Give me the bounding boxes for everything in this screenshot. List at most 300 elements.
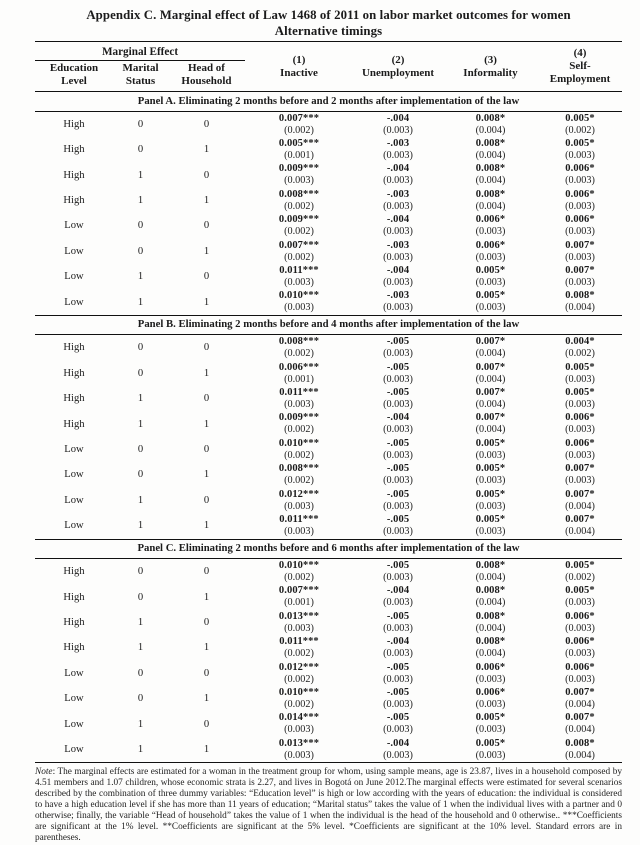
inactive-cell: [245, 264, 353, 289]
standard-error: (0.003): [565, 149, 595, 161]
panel-b-title: Panel B. Eliminating 2 months before and 4 months after implementation of the law: [35, 315, 622, 335]
coefficient-value: 0.007*: [565, 239, 595, 251]
unemployment-cell: [353, 610, 443, 635]
self-employment-cell: [538, 361, 622, 386]
self-employment-cell: [538, 513, 622, 539]
self-employment-cell: [538, 711, 622, 736]
standard-error: (0.003): [565, 251, 595, 263]
coefficient-value: 0.008*: [475, 560, 506, 571]
informality-cell: [443, 737, 538, 763]
standard-error: (0.002): [284, 251, 314, 263]
unemployment-cell: [353, 361, 443, 386]
coefficient-value: -.005: [386, 437, 410, 449]
table-row: [35, 213, 622, 238]
head-of-household-cell: 0: [203, 220, 210, 232]
standard-error: (0.004): [565, 500, 595, 512]
informality-cell: [443, 488, 538, 513]
table-title: [35, 7, 622, 39]
self-employment-cell: [538, 289, 622, 315]
standard-error: (0.003): [475, 276, 506, 288]
coefficient-value: -.003: [386, 137, 410, 149]
marital-status-cell: 0: [137, 342, 144, 354]
table-row: [35, 386, 622, 411]
standard-error: (0.003): [565, 648, 595, 660]
head-of-household-cell: 1: [203, 520, 210, 532]
coefficient-value: 0.007*: [475, 336, 506, 348]
column-number: (4): [573, 47, 587, 59]
standard-error: (0.003): [383, 699, 413, 711]
education-level-cell: Low: [64, 220, 84, 232]
head-of-household-cell: 1: [203, 367, 210, 379]
self-employment-cell: [538, 188, 622, 213]
inactive-cell: [245, 686, 353, 711]
standard-error: (0.003): [284, 500, 314, 512]
standard-error: (0.003): [475, 500, 506, 512]
standard-error: (0.004): [565, 724, 595, 736]
standard-error: (0.003): [475, 449, 506, 461]
coefficient-value: 0.009***: [278, 412, 320, 424]
standard-error: (0.004): [475, 648, 506, 660]
marital-status-cell: 0: [137, 469, 144, 481]
self-employment-cell: [538, 386, 622, 411]
marital-status-cell: 1: [137, 494, 144, 506]
marital-status-cell: 0: [137, 245, 144, 257]
coefficient-value: 0.013***: [278, 610, 320, 622]
standard-error: (0.003): [383, 373, 413, 385]
standard-error: (0.003): [383, 749, 413, 761]
standard-error: (0.003): [383, 500, 413, 512]
standard-error: (0.003): [383, 175, 413, 187]
unemployment-cell: [353, 737, 443, 763]
standard-error: (0.002): [284, 424, 314, 436]
coefficient-value: 0.005*: [565, 112, 595, 124]
table-header: [35, 42, 622, 92]
column-number: (3): [484, 53, 497, 66]
coefficient-value: 0.007*: [565, 488, 595, 500]
column-header-education-level: Education Level: [49, 62, 99, 87]
standard-error: (0.003): [383, 449, 413, 461]
education-level-cell: Low: [64, 667, 84, 679]
panel-c-rows: [35, 559, 622, 763]
standard-error: (0.003): [383, 622, 413, 634]
informality-cell: [443, 289, 538, 315]
table-row: [35, 264, 622, 289]
column-label: Informality: [463, 66, 518, 79]
unemployment-cell: [353, 335, 443, 361]
coefficient-value: 0.010***: [278, 560, 320, 571]
education-level-cell: Low: [64, 245, 84, 257]
table-row: [35, 711, 622, 736]
coefficient-value: 0.010***: [278, 687, 320, 699]
informality-cell: [443, 635, 538, 660]
coefficient-value: -.005: [386, 488, 410, 500]
standard-error: (0.003): [565, 597, 595, 609]
education-level-cell: High: [63, 194, 85, 206]
marital-status-cell: 1: [137, 393, 144, 405]
column-label: Inactive: [280, 66, 318, 79]
marital-status-cell: 0: [137, 591, 144, 603]
marital-status-cell: 1: [137, 169, 144, 181]
coefficient-value: 0.008***: [278, 463, 320, 475]
table-row: [35, 513, 622, 539]
coefficient-value: 0.005*: [475, 264, 506, 276]
standard-error: (0.003): [284, 302, 314, 314]
informality-cell: [443, 610, 538, 635]
education-level-cell: High: [63, 118, 85, 130]
standard-error: (0.003): [383, 200, 413, 212]
unemployment-cell: [353, 437, 443, 462]
coefficient-value: -.003: [386, 290, 410, 302]
marital-status-cell: 0: [137, 220, 144, 232]
table-row: [35, 188, 622, 213]
coefficient-value: -.005: [386, 687, 410, 699]
self-employment-cell: [538, 635, 622, 660]
coefficient-value: 0.006*: [475, 687, 506, 699]
panel-a-band: [35, 92, 622, 112]
marital-status-cell: 0: [137, 667, 144, 679]
coefficient-value: 0.006*: [565, 163, 595, 175]
note-text: : The marginal effects are estimated for a woman in the treatment group for whom, using sample means, age is 23.87, lives in a household composed by 4.51 members and 1.07 children, whose economic strata is 2.27, and lives in Bogotá on June 2012.The marginal effects were estimated for several scenarios described by the combination of three dummy variables: “Education level” is high or low according with the years of education: the individual is considered to have a high education level if she has more than 11 years of education; “Marital status” takes the value of 1 when the individual lives with a partner and 0 otherwise; finally, the variable “Head of household” takes the value of 1 when the individual is the head of the household and 0 otherwise.. ***Coefficients are significant at the 1% level. **Coefficients are significant at the 5% level. *Coefficients are significant at the 10% level. Standard errors are in parentheses.: [35, 767, 622, 843]
coefficient-value: 0.008*: [565, 290, 595, 302]
coefficient-value: 0.008***: [278, 188, 320, 200]
informality-cell: [443, 661, 538, 686]
education-level-cell: High: [63, 342, 85, 354]
self-employment-cell: [538, 162, 622, 187]
standard-error: (0.004): [565, 526, 595, 538]
standard-error: (0.002): [284, 475, 314, 487]
standard-error: (0.003): [475, 302, 506, 314]
head-of-household-cell: 1: [203, 744, 210, 756]
panel-b-band: [35, 315, 622, 335]
self-employment-cell: [538, 264, 622, 289]
coefficient-value: 0.007*: [565, 264, 595, 276]
table-row: [35, 111, 622, 137]
head-of-household-cell: 0: [203, 667, 210, 679]
coefficient-value: 0.011***: [279, 514, 319, 526]
standard-error: (0.003): [565, 175, 595, 187]
standard-error: (0.004): [475, 348, 506, 360]
self-employment-cell: [538, 213, 622, 238]
education-level-cell: High: [63, 566, 85, 578]
standard-error: (0.003): [383, 276, 413, 288]
column-number: (1): [292, 53, 306, 66]
coefficient-value: 0.007***: [278, 112, 320, 124]
table-row: [35, 335, 622, 361]
education-level-cell: High: [63, 617, 85, 629]
coefficient-value: -.004: [386, 214, 410, 226]
marital-status-cell: 1: [137, 418, 144, 430]
inactive-cell: [245, 289, 353, 315]
inactive-cell: [245, 711, 353, 736]
inactive-cell: [245, 737, 353, 763]
coefficient-value: 0.005*: [565, 387, 595, 399]
table-row: [35, 610, 622, 635]
unemployment-cell: [353, 635, 443, 660]
head-of-household-cell: 0: [203, 342, 210, 354]
education-level-cell: High: [63, 144, 85, 156]
coefficient-value: 0.007*: [565, 712, 595, 724]
inactive-cell: [245, 239, 353, 264]
marital-status-cell: 1: [137, 718, 144, 730]
informality-cell: [443, 361, 538, 386]
coefficient-value: 0.011***: [279, 387, 319, 399]
head-of-household-cell: 1: [203, 418, 210, 430]
coefficient-value: 0.008*: [475, 585, 506, 597]
standard-error: (0.003): [383, 399, 413, 411]
table-row: [35, 411, 622, 436]
marital-status-cell: 1: [137, 296, 144, 308]
standard-error: (0.003): [565, 424, 595, 436]
table-title-line2: Alternative timings: [274, 24, 383, 38]
coefficient-value: -.005: [386, 463, 410, 475]
standard-error: (0.003): [565, 399, 595, 411]
coefficient-value: 0.006*: [565, 636, 595, 648]
standard-error: (0.003): [284, 175, 314, 187]
column-header-marital-status: Marital Status: [122, 62, 159, 87]
education-level-cell: Low: [64, 718, 84, 730]
standard-error: (0.002): [284, 226, 314, 238]
standard-error: (0.002): [284, 673, 314, 685]
coefficient-value: -.005: [386, 712, 410, 724]
column-label: Self-Employment: [549, 60, 611, 85]
head-of-household-cell: 1: [203, 469, 210, 481]
education-level-cell: Low: [64, 520, 84, 532]
coefficient-value: 0.006*: [565, 412, 595, 424]
standard-error: (0.003): [475, 673, 506, 685]
coefficient-value: 0.005***: [278, 137, 320, 149]
standard-error: (0.003): [284, 526, 314, 538]
coefficient-value: -.005: [386, 560, 410, 571]
coefficient-value: 0.011***: [279, 636, 319, 648]
coefficient-value: 0.007*: [565, 687, 595, 699]
standard-error: (0.003): [565, 449, 595, 461]
coefficient-value: 0.005*: [475, 463, 506, 475]
coefficient-value: 0.007***: [278, 585, 320, 597]
marginal-effect-header: Marginal Effect: [35, 42, 245, 61]
marital-status-cell: 0: [137, 367, 144, 379]
standard-error: (0.002): [284, 124, 314, 136]
education-level-cell: Low: [64, 296, 84, 308]
informality-cell: [443, 411, 538, 436]
standard-error: (0.003): [383, 572, 413, 583]
informality-cell: [443, 213, 538, 238]
coefficient-value: 0.014***: [278, 712, 320, 724]
standard-error: (0.003): [383, 597, 413, 609]
coefficient-value: 0.007*: [565, 463, 595, 475]
informality-cell: [443, 162, 538, 187]
table-row: [35, 437, 622, 462]
informality-cell: [443, 711, 538, 736]
unemployment-cell: [353, 162, 443, 187]
table-row: [35, 488, 622, 513]
standard-error: (0.004): [475, 175, 506, 187]
coefficient-value: 0.005*: [565, 585, 595, 597]
inactive-cell: [245, 411, 353, 436]
marital-status-cell: 1: [137, 642, 144, 654]
education-level-cell: Low: [64, 271, 84, 283]
coefficient-value: 0.008*: [565, 737, 595, 749]
self-employment-cell: [538, 584, 622, 609]
coefficient-value: 0.006*: [565, 610, 595, 622]
coefficient-value: 0.007***: [278, 239, 320, 251]
unemployment-cell: [353, 661, 443, 686]
inactive-cell: [245, 488, 353, 513]
head-of-household-cell: 1: [203, 591, 210, 603]
standard-error: (0.003): [475, 724, 506, 736]
coefficient-value: -.004: [386, 112, 410, 124]
coefficient-value: 0.007*: [475, 361, 506, 373]
standard-error: (0.003): [383, 648, 413, 660]
marital-status-cell: 0: [137, 144, 144, 156]
head-of-household-cell: 0: [203, 271, 210, 283]
informality-cell: [443, 239, 538, 264]
head-of-household-cell: 0: [203, 718, 210, 730]
education-level-cell: Low: [64, 444, 84, 456]
coefficient-value: -.004: [386, 636, 410, 648]
column-label: Unemployment: [361, 66, 435, 79]
coefficient-value: -.005: [386, 361, 410, 373]
standard-error: (0.001): [284, 373, 314, 385]
coefficient-value: 0.008*: [475, 636, 506, 648]
standard-error: (0.003): [565, 622, 595, 634]
inactive-cell: [245, 137, 353, 162]
standard-error: (0.003): [383, 348, 413, 360]
coefficient-value: 0.008*: [475, 112, 506, 124]
table-row: [35, 289, 622, 315]
standard-error: (0.004): [565, 302, 595, 314]
coefficient-value: 0.006*: [565, 661, 595, 673]
coefficient-value: 0.004*: [565, 336, 595, 348]
standard-error: (0.002): [284, 572, 314, 583]
coefficient-value: 0.010***: [278, 290, 320, 302]
coefficient-value: 0.006*: [475, 661, 506, 673]
inactive-cell: [245, 661, 353, 686]
column-header-inactive: [245, 42, 353, 92]
unemployment-cell: [353, 488, 443, 513]
self-employment-cell: [538, 137, 622, 162]
standard-error: (0.003): [475, 749, 506, 761]
standard-error: (0.003): [383, 302, 413, 314]
coefficient-value: 0.005*: [475, 712, 506, 724]
coefficient-value: 0.012***: [278, 661, 320, 673]
table-row: [35, 162, 622, 187]
inactive-cell: [245, 386, 353, 411]
table-row: [35, 559, 622, 585]
informality-cell: [443, 437, 538, 462]
head-of-household-cell: 1: [203, 194, 210, 206]
marital-status-cell: 1: [137, 520, 144, 532]
standard-error: (0.003): [383, 226, 413, 238]
standard-error: (0.003): [565, 475, 595, 487]
coefficient-value: 0.008*: [475, 188, 506, 200]
column-number: (2): [391, 53, 405, 66]
standard-error: (0.003): [565, 200, 595, 212]
standard-error: (0.003): [284, 276, 314, 288]
standard-error: (0.003): [284, 724, 314, 736]
table-note: [35, 767, 622, 843]
standard-error: (0.004): [565, 699, 595, 711]
self-employment-cell: [538, 686, 622, 711]
standard-error: (0.003): [475, 475, 506, 487]
inactive-cell: [245, 610, 353, 635]
standard-error: (0.002): [565, 348, 595, 360]
standard-error: (0.003): [383, 251, 413, 263]
inactive-cell: [245, 559, 353, 585]
coefficient-value: 0.006*: [565, 214, 595, 226]
unemployment-cell: [353, 559, 443, 585]
panel-b-rows: [35, 335, 622, 539]
standard-error: (0.003): [383, 475, 413, 487]
standard-error: (0.002): [284, 348, 314, 360]
standard-error: (0.002): [565, 124, 595, 136]
standard-error: (0.004): [475, 622, 506, 634]
coefficient-value: -.004: [386, 163, 410, 175]
education-level-cell: Low: [64, 693, 84, 705]
marital-status-cell: 0: [137, 444, 144, 456]
standard-error: (0.002): [284, 648, 314, 660]
standard-error: (0.003): [383, 724, 413, 736]
inactive-cell: [245, 513, 353, 539]
coefficient-value: 0.005*: [475, 437, 506, 449]
coefficient-value: -.005: [386, 387, 410, 399]
education-level-cell: High: [63, 642, 85, 654]
unemployment-cell: [353, 462, 443, 487]
table-row: [35, 737, 622, 763]
inactive-cell: [245, 111, 353, 137]
head-of-household-cell: 1: [203, 245, 210, 257]
informality-cell: [443, 686, 538, 711]
standard-error: (0.003): [284, 749, 314, 761]
table-row: [35, 661, 622, 686]
unemployment-cell: [353, 289, 443, 315]
head-of-household-cell: 0: [203, 169, 210, 181]
results-table: [35, 41, 622, 763]
standard-error: (0.003): [475, 526, 506, 538]
panel-c-title: Panel C. Eliminating 2 months before and 6 months after implementation of the law: [35, 539, 622, 559]
inactive-cell: [245, 162, 353, 187]
self-employment-cell: [538, 437, 622, 462]
coefficient-value: -.004: [386, 737, 410, 749]
self-employment-cell: [538, 462, 622, 487]
informality-cell: [443, 335, 538, 361]
coefficient-value: 0.012***: [278, 488, 320, 500]
unemployment-cell: [353, 584, 443, 609]
head-of-household-cell: 0: [203, 118, 210, 130]
coefficient-value: 0.007*: [475, 387, 506, 399]
coefficient-value: 0.005*: [475, 488, 506, 500]
inactive-cell: [245, 437, 353, 462]
education-level-cell: High: [63, 367, 85, 379]
informality-cell: [443, 462, 538, 487]
marital-status-cell: 0: [137, 566, 144, 578]
unemployment-cell: [353, 411, 443, 436]
inactive-cell: [245, 462, 353, 487]
coefficient-value: -.005: [386, 610, 410, 622]
marital-status-cell: 1: [137, 744, 144, 756]
unemployment-cell: [353, 264, 443, 289]
standard-error: (0.003): [284, 399, 314, 411]
education-level-cell: High: [63, 169, 85, 181]
coefficient-value: 0.013***: [278, 737, 320, 749]
unemployment-cell: [353, 213, 443, 238]
standard-error: (0.004): [565, 749, 595, 761]
marital-status-cell: 1: [137, 194, 144, 206]
unemployment-cell: [353, 239, 443, 264]
standard-error: (0.004): [475, 149, 506, 161]
coefficient-value: 0.008*: [475, 137, 506, 149]
marital-status-cell: 0: [137, 693, 144, 705]
inactive-cell: [245, 635, 353, 660]
